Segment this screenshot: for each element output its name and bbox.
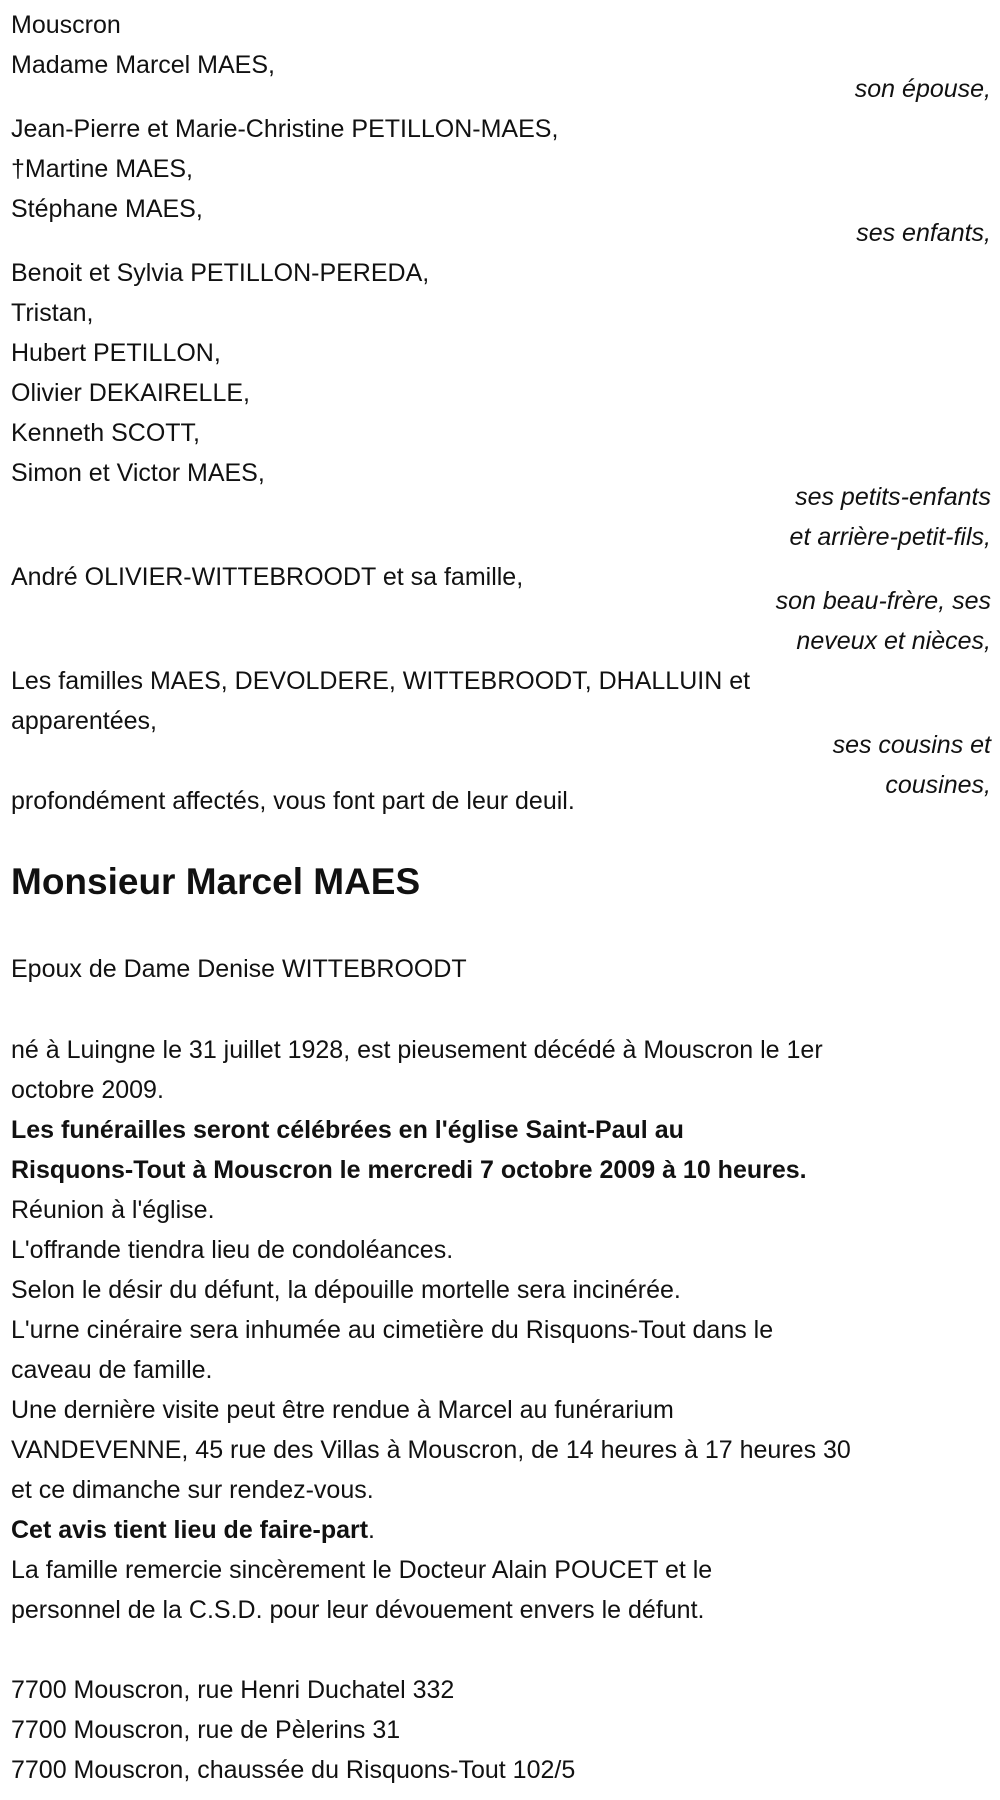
family-name: Jean-Pierre et Marie-Christine PETILLON-MAES, <box>11 115 559 143</box>
notice-body <box>11 1030 991 1630</box>
family-role: ses cousins et <box>832 731 991 759</box>
closing-text: profondément affectés, vous font part de leur deuil. <box>11 787 575 815</box>
body-line: Réunion à l'église. <box>11 1196 215 1224</box>
notice-line <box>11 1510 991 1550</box>
address: 7700 Mouscron, chaussée du Risquons-Tout 102/5 <box>11 1756 576 1784</box>
address: 7700 Mouscron, rue de Pèlerins 31 <box>11 1716 401 1744</box>
notice-bold: Cet avis tient lieu de faire-part <box>11 1516 369 1544</box>
address-list <box>11 1670 991 1790</box>
family-name: apparentées, <box>11 707 157 735</box>
spouse-line: Epoux de Dame Denise WITTEBROODT <box>11 955 467 983</box>
family-role: son épouse, <box>854 75 991 103</box>
body-line: octobre 2009. <box>11 1076 164 1104</box>
family-role: et arrière-petit-fils, <box>789 523 991 551</box>
family-role: ses petits-enfants <box>795 483 991 511</box>
deceased-name: Monsieur Marcel MAES <box>11 861 421 902</box>
family-name: Hubert PETILLON, <box>11 339 221 367</box>
body-line: né à Luingne le 31 juillet 1928, est pieusement décédé à Mouscron le 1er <box>11 1036 823 1064</box>
family-role: ses enfants, <box>856 219 991 247</box>
family-role: neveux et nièces, <box>796 627 991 655</box>
family-name: †Martine MAES, <box>11 155 194 183</box>
body-line: personnel de la C.S.D. pour leur dévouement envers le défunt. <box>11 1596 705 1624</box>
family-group-spouse <box>11 45 991 109</box>
funeral-details: Les funérailles seront célébrées en l'église Saint-Paul au <box>11 1116 684 1144</box>
family-group-in-law <box>11 557 991 661</box>
notice-period: . <box>368 1516 375 1544</box>
family-role: cousines, <box>885 771 991 799</box>
family-name: Simon et Victor MAES, <box>11 459 265 487</box>
body-line: La famille remercie sincèrement le Docteur Alain POUCET et le <box>11 1556 713 1584</box>
family-role: son beau-frère, ses <box>775 587 991 615</box>
place: Mouscron <box>11 11 121 39</box>
address: 7700 Mouscron, rue Henri Duchatel 332 <box>11 1676 455 1704</box>
family-name: Les familles MAES, DEVOLDERE, WITTEBROODT, DHALLUIN et <box>11 667 751 695</box>
family-name: Stéphane MAES, <box>11 195 203 223</box>
family-name: Olivier DEKAIRELLE, <box>11 379 250 407</box>
family-group-grandchildren <box>11 253 991 557</box>
family-name: Madame Marcel MAES, <box>11 51 275 79</box>
family-name: Benoit et Sylvia PETILLON-PEREDA, <box>11 259 430 287</box>
body-line: VANDEVENNE, 45 rue des Villas à Mouscron, de 14 heures à 17 heures 30 <box>11 1436 851 1464</box>
body-line: Une dernière visite peut être rendue à Marcel au funérarium <box>11 1396 674 1424</box>
family-name: Tristan, <box>11 299 94 327</box>
family-group-children <box>11 109 991 253</box>
funeral-details: Risquons-Tout à Mouscron le mercredi 7 octobre 2009 à 10 heures. <box>11 1156 807 1184</box>
body-line: caveau de famille. <box>11 1356 213 1384</box>
body-line: L'urne cinéraire sera inhumée au cimetière du Risquons-Tout dans le <box>11 1316 774 1344</box>
family-name: André OLIVIER-WITTEBROODT et sa famille, <box>11 563 524 591</box>
body-line: L'offrande tiendra lieu de condoléances. <box>11 1236 454 1264</box>
family-name: Kenneth SCOTT, <box>11 419 200 447</box>
body-line: et ce dimanche sur rendez-vous. <box>11 1476 374 1504</box>
body-line: Selon le désir du défunt, la dépouille mortelle sera incinérée. <box>11 1276 681 1304</box>
